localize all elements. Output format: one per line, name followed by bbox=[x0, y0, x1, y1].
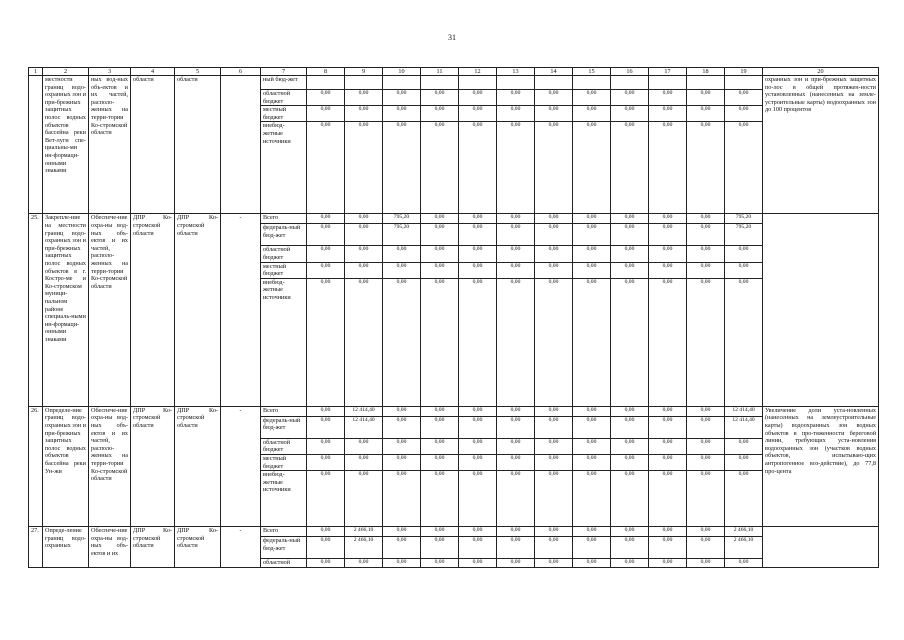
value-cell: 0,00 bbox=[459, 90, 497, 106]
value-cell: 0,00 bbox=[497, 471, 535, 527]
funding-source: федераль-ный бюд-жет bbox=[261, 224, 307, 246]
column-header: 20 bbox=[763, 68, 879, 76]
value-cell: 0,00 bbox=[535, 537, 573, 559]
value-cell: 0,00 bbox=[725, 246, 763, 262]
value-cell: 0,00 bbox=[459, 224, 497, 246]
value-cell: 0,00 bbox=[725, 106, 763, 122]
expected-result: Увеличение доли уста-новленных (нанесенных на землеустроительные карты) водоохранных зон водных объектов в про-тяженности береговой линии, требующих уста-новления водоохранных зон (участков водных объектов, испытываю-щих антропогенное воз-действие), до 77,8 про-цента bbox=[763, 406, 879, 526]
value-cell: 0,00 bbox=[611, 454, 649, 470]
funding-source: местный бюджет bbox=[261, 454, 307, 470]
value-cell: 0,00 bbox=[725, 90, 763, 106]
value-cell: 0,00 bbox=[345, 278, 383, 406]
value-cell: 0,00 bbox=[725, 278, 763, 406]
value-cell: 0,00 bbox=[307, 454, 345, 470]
value-cell: 0,00 bbox=[611, 471, 649, 527]
value-cell: 0,00 bbox=[535, 224, 573, 246]
value-cell: 0,00 bbox=[649, 454, 687, 470]
value-cell: 0,00 bbox=[307, 278, 345, 406]
value-cell: 0,00 bbox=[421, 559, 459, 568]
value-cell: 0,00 bbox=[573, 278, 611, 406]
value-cell: 0,00 bbox=[725, 438, 763, 454]
column-header: 13 bbox=[497, 68, 535, 76]
value-cell: 0,00 bbox=[459, 471, 497, 527]
value-cell: 0,00 bbox=[611, 537, 649, 559]
expected-result bbox=[763, 214, 879, 406]
value-cell: 2 466,10 bbox=[725, 537, 763, 559]
value-cell: 0,00 bbox=[345, 246, 383, 262]
task-name: Обеспече-ние охра-ны вод-ных объ-ектов и их частей, располо-женных на терри-тории Ко-стромской области bbox=[89, 406, 131, 526]
value-cell: 0,00 bbox=[611, 527, 649, 537]
value-cell: 0,00 bbox=[573, 559, 611, 568]
participant: ДПР Ко-стромской области bbox=[175, 214, 221, 406]
value-cell: 0,00 bbox=[421, 471, 459, 527]
value-cell: 0,00 bbox=[459, 559, 497, 568]
funding-source: Всего bbox=[261, 214, 307, 224]
value-cell: 0,00 bbox=[497, 246, 535, 262]
column-header: 7 bbox=[261, 68, 307, 76]
value-cell: 0,00 bbox=[535, 106, 573, 122]
expected-result: охранных зон и при-брежных защитных по-лос в общей протяжен-ности установленных (нанесенных на земле-устроительные карты) водоохранных зон до 100 процентов bbox=[763, 76, 879, 214]
value-cell: 0,00 bbox=[535, 527, 573, 537]
value-cell: 0,00 bbox=[345, 90, 383, 106]
value-cell: 0,00 bbox=[307, 537, 345, 559]
value-cell: 0,00 bbox=[421, 224, 459, 246]
value-cell: 0,00 bbox=[383, 122, 421, 214]
value-cell: 0,00 bbox=[497, 278, 535, 406]
value-cell: 0,00 bbox=[497, 537, 535, 559]
value-cell: 0,00 bbox=[687, 559, 725, 568]
value-cell: 0,00 bbox=[687, 224, 725, 246]
value-cell bbox=[383, 76, 421, 90]
value-cell: 12 414,40 bbox=[725, 416, 763, 438]
value-cell: 0,00 bbox=[687, 537, 725, 559]
value-cell: 0,00 bbox=[649, 90, 687, 106]
value-cell: 0,00 bbox=[725, 454, 763, 470]
value-cell: 0,00 bbox=[421, 527, 459, 537]
value-cell: 0,00 bbox=[421, 90, 459, 106]
table-row bbox=[29, 214, 879, 224]
value-cell: 2 466,10 bbox=[345, 527, 383, 537]
activity-name: Определе-ние границ водо-охранных зон и при-брежных защитных полос водных объектов бассейна реки Ун-жи bbox=[43, 406, 89, 526]
value-cell: 0,00 bbox=[611, 224, 649, 246]
value-cell: 0,00 bbox=[573, 122, 611, 214]
value-cell: 0,00 bbox=[611, 416, 649, 438]
column-header: 10 bbox=[383, 68, 421, 76]
value-cell: 0,00 bbox=[611, 246, 649, 262]
value-cell: 0,00 bbox=[573, 406, 611, 416]
value-cell: 0,00 bbox=[573, 90, 611, 106]
value-cell: 0,00 bbox=[459, 122, 497, 214]
value-cell: 0,00 bbox=[345, 106, 383, 122]
value-cell: 0,00 bbox=[649, 246, 687, 262]
value-cell: 0,00 bbox=[649, 224, 687, 246]
value-cell: 0,00 bbox=[383, 527, 421, 537]
value-cell: 2 466,10 bbox=[725, 527, 763, 537]
value-cell: 0,00 bbox=[421, 438, 459, 454]
executor: ДПР Ко-стромской области bbox=[131, 527, 175, 568]
value-cell: 0,00 bbox=[383, 454, 421, 470]
value-cell: 0,00 bbox=[345, 224, 383, 246]
value-cell bbox=[421, 76, 459, 90]
column-6: - bbox=[221, 406, 261, 526]
value-cell: 0,00 bbox=[573, 262, 611, 278]
value-cell bbox=[611, 76, 649, 90]
value-cell: 0,00 bbox=[459, 214, 497, 224]
value-cell: 0,00 bbox=[497, 262, 535, 278]
value-cell: 0,00 bbox=[459, 278, 497, 406]
value-cell: 0,00 bbox=[383, 438, 421, 454]
funding-source: федераль-ный бюд-жет bbox=[261, 537, 307, 559]
column-header: 1 bbox=[29, 68, 43, 76]
value-cell: 0,00 bbox=[421, 278, 459, 406]
value-cell: 0,00 bbox=[611, 106, 649, 122]
value-cell: 0,00 bbox=[421, 246, 459, 262]
activity-name: Опреде-ление границ водо-охранных bbox=[43, 527, 89, 568]
value-cell: 0,00 bbox=[611, 559, 649, 568]
value-cell: 0,00 bbox=[649, 559, 687, 568]
value-cell: 0,00 bbox=[573, 224, 611, 246]
value-cell: 795,20 bbox=[725, 224, 763, 246]
executor: области bbox=[131, 76, 175, 214]
value-cell: 0,00 bbox=[383, 90, 421, 106]
value-cell: 0,00 bbox=[497, 416, 535, 438]
value-cell: 0,00 bbox=[307, 122, 345, 214]
value-cell: 0,00 bbox=[687, 122, 725, 214]
value-cell: 0,00 bbox=[345, 438, 383, 454]
value-cell: 0,00 bbox=[573, 106, 611, 122]
funding-source: ный бюд-жет bbox=[261, 76, 307, 90]
program-table bbox=[28, 67, 879, 568]
value-cell: 0,00 bbox=[535, 278, 573, 406]
column-header: 8 bbox=[307, 68, 345, 76]
column-header: 18 bbox=[687, 68, 725, 76]
table-row bbox=[29, 406, 879, 416]
value-cell: 0,00 bbox=[535, 454, 573, 470]
value-cell: 0,00 bbox=[307, 471, 345, 527]
value-cell: 0,00 bbox=[459, 537, 497, 559]
value-cell: 0,00 bbox=[649, 537, 687, 559]
column-header: 11 bbox=[421, 68, 459, 76]
value-cell: 0,00 bbox=[383, 416, 421, 438]
value-cell: 0,00 bbox=[307, 224, 345, 246]
value-cell: 0,00 bbox=[497, 406, 535, 416]
column-header: 4 bbox=[131, 68, 175, 76]
column-header: 19 bbox=[725, 68, 763, 76]
value-cell: 0,00 bbox=[421, 416, 459, 438]
activity-name: местности границ водо-охранных зон и при-брежных защитных полос водных объектов бассейна реки Вет-луги спе-циальны-ми ин-формаци-онными знаками bbox=[43, 76, 89, 214]
value-cell: 0,00 bbox=[383, 559, 421, 568]
value-cell: 0,00 bbox=[687, 246, 725, 262]
value-cell: 0,00 bbox=[307, 214, 345, 224]
value-cell: 0,00 bbox=[649, 106, 687, 122]
value-cell: 0,00 bbox=[459, 527, 497, 537]
table-row bbox=[29, 527, 879, 537]
funding-source: областной bbox=[261, 559, 307, 568]
value-cell bbox=[649, 76, 687, 90]
value-cell: 0,00 bbox=[307, 527, 345, 537]
value-cell: 0,00 bbox=[611, 262, 649, 278]
value-cell: 0,00 bbox=[307, 438, 345, 454]
value-cell: 0,00 bbox=[383, 278, 421, 406]
value-cell: 0,00 bbox=[649, 122, 687, 214]
value-cell: 12 414,40 bbox=[345, 406, 383, 416]
value-cell: 0,00 bbox=[573, 471, 611, 527]
value-cell: 0,00 bbox=[611, 278, 649, 406]
column-header: 12 bbox=[459, 68, 497, 76]
value-cell: 0,00 bbox=[687, 214, 725, 224]
column-header: 9 bbox=[345, 68, 383, 76]
value-cell: 0,00 bbox=[535, 416, 573, 438]
value-cell: 0,00 bbox=[497, 527, 535, 537]
value-cell bbox=[725, 76, 763, 90]
column-header: 17 bbox=[649, 68, 687, 76]
value-cell: 0,00 bbox=[611, 214, 649, 224]
value-cell: 0,00 bbox=[459, 416, 497, 438]
value-cell: 0,00 bbox=[725, 122, 763, 214]
row-number: 27. bbox=[29, 527, 43, 568]
value-cell: 0,00 bbox=[535, 471, 573, 527]
value-cell: 2 466,10 bbox=[345, 537, 383, 559]
value-cell: 0,00 bbox=[687, 471, 725, 527]
value-cell: 0,00 bbox=[383, 106, 421, 122]
value-cell: 0,00 bbox=[421, 454, 459, 470]
header-row bbox=[29, 68, 879, 76]
value-cell: 0,00 bbox=[573, 454, 611, 470]
value-cell bbox=[687, 76, 725, 90]
activity-name: Закрепле-ние на местности границ водо-охранных зон и при-брежных защитных полос водных объектов в г. Костро-ме и Ко-стромском муници-пальном районе специаль-ными ин-формаци-онными знаками bbox=[43, 214, 89, 406]
task-name: Обеспече-ние охра-ны вод-ных объ-ектов и их частей, располо-женных на терри-тории Ко-стромской области bbox=[89, 214, 131, 406]
value-cell: 0,00 bbox=[345, 471, 383, 527]
value-cell: 0,00 bbox=[535, 90, 573, 106]
column-header: 16 bbox=[611, 68, 649, 76]
value-cell: 0,00 bbox=[497, 90, 535, 106]
value-cell: 0,00 bbox=[459, 454, 497, 470]
value-cell: 12 414,40 bbox=[345, 416, 383, 438]
value-cell: 0,00 bbox=[421, 214, 459, 224]
value-cell: 0,00 bbox=[535, 246, 573, 262]
value-cell: 0,00 bbox=[649, 214, 687, 224]
value-cell: 0,00 bbox=[611, 122, 649, 214]
value-cell: 0,00 bbox=[459, 106, 497, 122]
value-cell: 0,00 bbox=[687, 406, 725, 416]
value-cell: 0,00 bbox=[345, 122, 383, 214]
value-cell: 0,00 bbox=[535, 122, 573, 214]
value-cell: 0,00 bbox=[383, 471, 421, 527]
value-cell: 0,00 bbox=[687, 106, 725, 122]
value-cell: 0,00 bbox=[459, 438, 497, 454]
task-name: ных вод-ных объ-ектов и их частей, располо-женных на терри-тории Ко-стромской области bbox=[89, 76, 131, 214]
value-cell: 0,00 bbox=[497, 214, 535, 224]
participant: области bbox=[175, 76, 221, 214]
funding-source: областной бюджет bbox=[261, 438, 307, 454]
column-header: 15 bbox=[573, 68, 611, 76]
value-cell: 0,00 bbox=[687, 278, 725, 406]
value-cell bbox=[307, 76, 345, 90]
value-cell: 0,00 bbox=[307, 106, 345, 122]
value-cell: 0,00 bbox=[383, 246, 421, 262]
value-cell: 0,00 bbox=[459, 262, 497, 278]
participant: ДПР Ко-стромской области bbox=[175, 406, 221, 526]
value-cell: 0,00 bbox=[345, 559, 383, 568]
value-cell: 795,20 bbox=[383, 224, 421, 246]
funding-source: Всего bbox=[261, 406, 307, 416]
participant: ДПР Ко-стромской области bbox=[175, 527, 221, 568]
value-cell: 0,00 bbox=[573, 416, 611, 438]
value-cell: 0,00 bbox=[687, 454, 725, 470]
value-cell: 12 414,40 bbox=[725, 406, 763, 416]
value-cell: 0,00 bbox=[725, 471, 763, 527]
value-cell: 0,00 bbox=[649, 406, 687, 416]
funding-source: внебюд-жетные источники bbox=[261, 122, 307, 214]
value-cell: 0,00 bbox=[345, 454, 383, 470]
value-cell: 0,00 bbox=[383, 537, 421, 559]
column-header: 14 bbox=[535, 68, 573, 76]
value-cell: 0,00 bbox=[345, 214, 383, 224]
value-cell: 0,00 bbox=[497, 106, 535, 122]
column-6: - bbox=[221, 214, 261, 406]
value-cell: 0,00 bbox=[573, 527, 611, 537]
funding-source: местный бюджет bbox=[261, 106, 307, 122]
value-cell: 0,00 bbox=[383, 262, 421, 278]
value-cell: 0,00 bbox=[649, 416, 687, 438]
value-cell: 0,00 bbox=[573, 438, 611, 454]
value-cell: 795,20 bbox=[383, 214, 421, 224]
funding-source: местный бюджет bbox=[261, 262, 307, 278]
value-cell: 0,00 bbox=[611, 438, 649, 454]
expected-result bbox=[763, 527, 879, 568]
value-cell: 0,00 bbox=[307, 246, 345, 262]
funding-source: внебюд-жетные источники bbox=[261, 471, 307, 527]
table-row bbox=[29, 76, 879, 90]
value-cell: 0,00 bbox=[687, 262, 725, 278]
value-cell: 0,00 bbox=[649, 262, 687, 278]
funding-source: областной бюджет bbox=[261, 90, 307, 106]
value-cell bbox=[535, 76, 573, 90]
page-number: 31 bbox=[448, 33, 456, 42]
value-cell: 0,00 bbox=[459, 406, 497, 416]
value-cell: 0,00 bbox=[687, 527, 725, 537]
value-cell: 0,00 bbox=[649, 438, 687, 454]
value-cell: 0,00 bbox=[611, 90, 649, 106]
value-cell: 0,00 bbox=[535, 406, 573, 416]
column-header: 6 bbox=[221, 68, 261, 76]
value-cell: 0,00 bbox=[497, 559, 535, 568]
executor: ДПР Ко-стромской области bbox=[131, 214, 175, 406]
value-cell bbox=[573, 76, 611, 90]
value-cell: 0,00 bbox=[497, 438, 535, 454]
value-cell: 0,00 bbox=[307, 406, 345, 416]
value-cell: 0,00 bbox=[649, 278, 687, 406]
funding-source: федераль-ный бюд-жет bbox=[261, 416, 307, 438]
value-cell: 0,00 bbox=[611, 406, 649, 416]
funding-source: областной бюджет bbox=[261, 246, 307, 262]
value-cell: 0,00 bbox=[535, 559, 573, 568]
value-cell: 0,00 bbox=[687, 438, 725, 454]
value-cell: 0,00 bbox=[307, 262, 345, 278]
value-cell: 0,00 bbox=[497, 122, 535, 214]
funding-source: внебюд-жетные источники bbox=[261, 278, 307, 406]
value-cell: 0,00 bbox=[649, 527, 687, 537]
value-cell: 0,00 bbox=[687, 416, 725, 438]
value-cell bbox=[345, 76, 383, 90]
column-header: 3 bbox=[89, 68, 131, 76]
executor: ДПР Ко-стромской области bbox=[131, 406, 175, 526]
value-cell: 795,20 bbox=[725, 214, 763, 224]
table-body bbox=[29, 68, 879, 568]
value-cell: 0,00 bbox=[307, 90, 345, 106]
value-cell: 0,00 bbox=[345, 262, 383, 278]
row-number: 25. bbox=[29, 214, 43, 406]
value-cell bbox=[459, 76, 497, 90]
value-cell: 0,00 bbox=[497, 454, 535, 470]
column-header: 5 bbox=[175, 68, 221, 76]
value-cell: 0,00 bbox=[383, 406, 421, 416]
column-header: 2 bbox=[43, 68, 89, 76]
value-cell: 0,00 bbox=[687, 90, 725, 106]
value-cell: 0,00 bbox=[535, 262, 573, 278]
value-cell: 0,00 bbox=[421, 406, 459, 416]
value-cell: 0,00 bbox=[421, 106, 459, 122]
value-cell: 0,00 bbox=[459, 246, 497, 262]
value-cell bbox=[497, 76, 535, 90]
row-number: 26. bbox=[29, 406, 43, 526]
value-cell: 0,00 bbox=[649, 471, 687, 527]
column-6: - bbox=[221, 527, 261, 568]
value-cell: 0,00 bbox=[725, 262, 763, 278]
value-cell: 0,00 bbox=[535, 214, 573, 224]
value-cell: 0,00 bbox=[573, 214, 611, 224]
task-name: Обеспече-ние охра-ны вод-ных объ-ектов и их bbox=[89, 527, 131, 568]
value-cell: 0,00 bbox=[307, 559, 345, 568]
value-cell: 0,00 bbox=[725, 559, 763, 568]
value-cell: 0,00 bbox=[421, 537, 459, 559]
value-cell: 0,00 bbox=[307, 416, 345, 438]
column-6 bbox=[221, 76, 261, 214]
row-number bbox=[29, 76, 43, 214]
value-cell: 0,00 bbox=[421, 122, 459, 214]
value-cell: 0,00 bbox=[421, 262, 459, 278]
value-cell: 0,00 bbox=[497, 224, 535, 246]
value-cell: 0,00 bbox=[573, 537, 611, 559]
value-cell: 0,00 bbox=[573, 246, 611, 262]
value-cell: 0,00 bbox=[535, 438, 573, 454]
funding-source: Всего bbox=[261, 527, 307, 537]
